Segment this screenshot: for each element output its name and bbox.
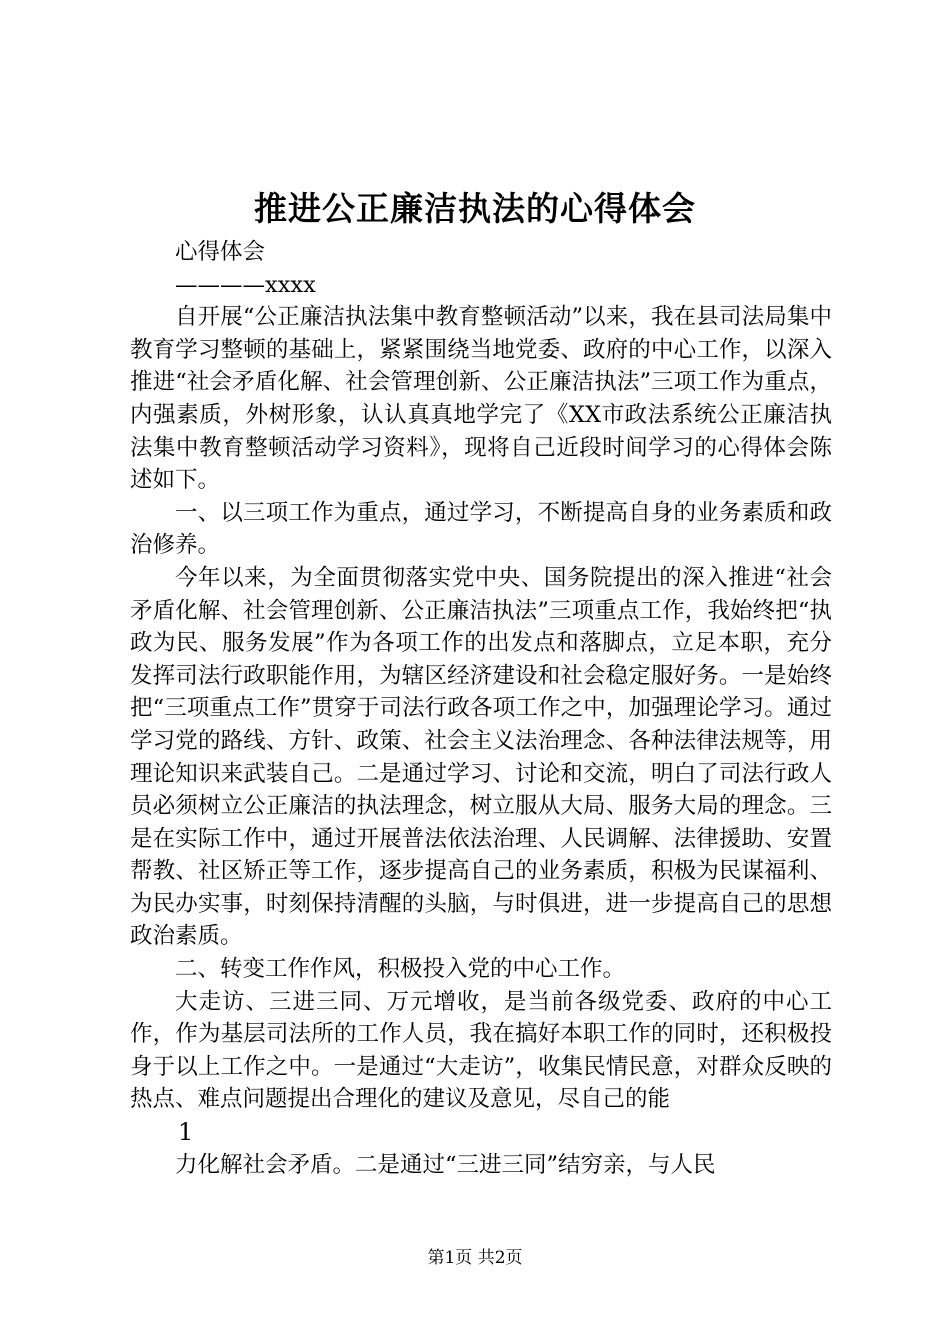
paragraph-intro: 自开展“公正廉洁执法集中教育整顿活动”以来，我在县司法局集中教育学习整顿的基础上，紧紧围绕当地党委、政府的中心工作，以深入推进“社会矛盾化解、社会管理创新、公正廉洁执法”三项工作为重点，内强素质，外树形象，认认真真地学完了《XX市政法系统公正廉洁执法集中教育整顿活动学习资料》，现将自己近段时间学习的心得体会陈述如下。: [130, 304, 832, 494]
document-body: [130, 236, 832, 1181]
author-line: ————xxxx: [175, 271, 316, 298]
paragraph-section-one: 今年以来，为全面贯彻落实党中央、国务院提出的深入推进“社会矛盾化解、社会管理创新、公正廉洁执法”三项重点工作，我始终把“执政为民、服务发展”作为各项工作的出发点和落脚点，立足本职，充分发挥司法行政职能作用，为辖区经济建设和社会稳定服好务。一是始终把“三项重点工作”贯穿于司法行政各项工作之中，加强理论学习。通过学习党的路线、方针、政策、社会主义法治理念、各种法律法规等，用理论知识来武装自己。二是通过学习、讨论和交流，明白了司法行政人员必须树立公正廉洁的执法理念，树立服从大局、服务大局的理念。三是在实际工作中，通过开展普法依法治理、人民调解、法律援助、安置帮教、社区矫正等工作，逐步提高自己的业务素质，积极为民谋福利、为民办实事，时刻保持清醒的头脑，与时俱进，进一步提高自己的思想政治素质。: [130, 564, 832, 950]
page-footer: 第1页 共2页: [427, 1248, 523, 1268]
section-heading-two: 二、转变工作作风，积极投入党的中心工作。: [175, 956, 626, 983]
section-heading-one: 一、以三项工作为重点，通过学习，不断提高自身的业务素质和政治修养。: [130, 499, 832, 559]
paragraph-section-two: 大走访、三进三同、万元增收，是当前各级党委、政府的中心工作，作为基层司法所的工作人员，我在搞好本职工作的同时，还积极投身于以上工作之中。一是通过“大走访”，收集民情民意，对群众反映的热点、难点问题提出合理化的建议及意见，尽自己的能: [130, 988, 832, 1113]
page-break-number: 1: [178, 1118, 194, 1147]
document-subtitle: 心得体会: [175, 239, 266, 265]
paragraph-continuation: 力化解社会矛盾。二是通过“三进三同”结穷亲，与人民: [175, 1151, 716, 1178]
document-title: 推进公正廉洁执法的心得体会: [254, 189, 696, 228]
